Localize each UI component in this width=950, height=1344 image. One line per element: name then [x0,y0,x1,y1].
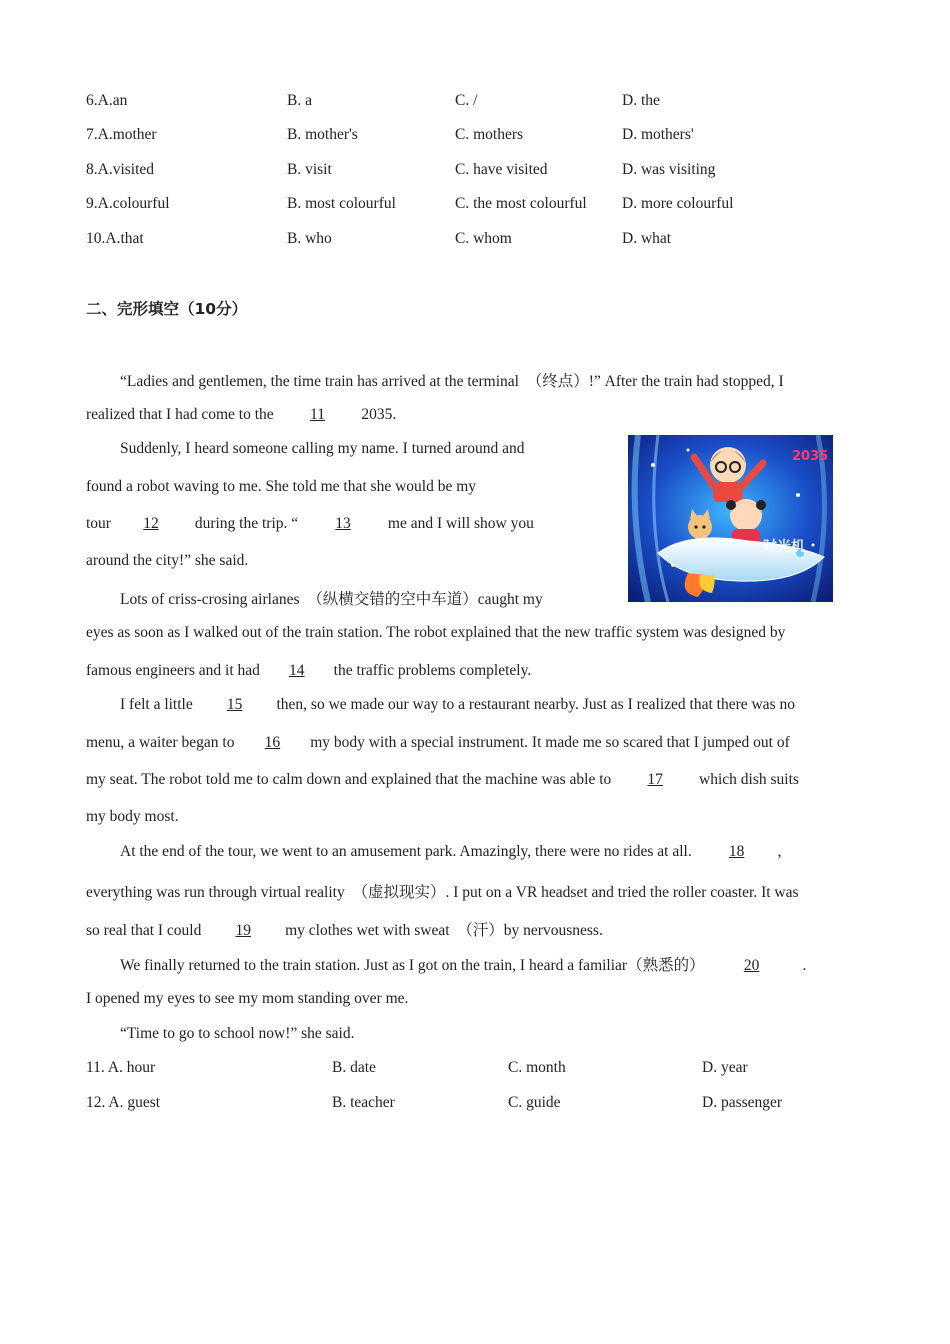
blank-20[interactable]: 20 [743,957,760,974]
blank-15[interactable]: 15 [226,696,243,713]
passage-line: tour 12 during the trip. “ 13 me and I will show you [86,515,534,532]
option-d: D. passenger [702,1094,783,1111]
option-b: B. teacher [332,1094,395,1111]
option-b: B. most colourful [287,195,396,212]
blank-14[interactable]: 14 [289,662,305,679]
passage-line: We finally returned to the train station. Just as I got on the train, I heard a familiar（熟悉的） 20 . [120,957,807,974]
passage-line: Lots of criss-crosing airlanes （纵横交错的空中车道）caught my [120,591,543,608]
blank-17[interactable]: 17 [647,771,663,788]
option-a: 10.A.that [86,230,144,247]
option-b: B. date [332,1059,376,1076]
option-a: 12. A. guest [86,1094,161,1111]
option-d: D. what [622,230,672,247]
passage-line: famous engineers and it had 14 the traffic problems completely. [86,662,532,679]
passage-line: Suddenly, I heard someone calling my name. I turned around and [120,440,525,457]
option-a: 6.A.an [86,92,128,109]
option-d: D. was visiting [622,161,716,178]
passage-line: so real that I could 19 my clothes wet with sweat （汗）by nervousness. [86,922,603,939]
option-d: D. the [622,92,660,109]
blank-11[interactable]: 11 [310,406,325,423]
section-title: 二、完形填空（10分） [86,300,248,318]
passage-line: my body most. [86,808,179,825]
blank-12[interactable]: 12 [143,515,159,532]
blank-19[interactable]: 19 [235,922,251,939]
passage-line: my seat. The robot told me to calm down and explained that the machine was able to 17 which dish suits [86,771,799,788]
passage-line: “Time to go to school now!” she said. [120,1025,355,1042]
passage-line: around the city!” she said. [86,552,249,569]
option-b: B. visit [287,161,332,178]
passage-line: realized that I had come to the 11 2035. [86,406,397,423]
blank-16[interactable]: 16 [264,734,281,751]
option-c: C. / [455,92,478,109]
option-a: 7.A.mother [86,126,157,143]
passage-line: everything was run through virtual reality （虚拟现实）. I put on a VR headset and tried the roller coaster. It was [86,884,799,901]
option-a: 11. A. hour [86,1059,156,1076]
option-c: C. the most colourful [455,195,587,212]
passage-line: I felt a little 15 then, so we made our way to a restaurant nearby. Just as I realized that there was no [120,696,795,713]
passage-line: “Ladies and gentlemen, the time train has arrived at the terminal （终点）!” After the train had stopped, I [120,373,784,390]
blank-13[interactable]: 13 [335,515,351,532]
option-c: C. whom [455,230,512,247]
illustration-year: 2035 [792,449,829,464]
option-b: B. a [287,92,312,109]
option-c: C. guide [508,1094,561,1111]
passage-line: At the end of the tour, we went to an amusement park. Amazingly, there were no rides at all. 18 , [120,843,782,860]
blank-18[interactable]: 18 [728,843,745,860]
option-c: C. have visited [455,161,548,178]
option-c: C. month [508,1059,566,1076]
option-d: D. year [702,1059,748,1076]
passage-line: eyes as soon as I walked out of the train station. The robot explained that the new traffic system was designed by [86,624,786,641]
passage-line: found a robot waving to me. She told me that she would be my [86,478,477,495]
option-d: D. mothers' [622,126,694,143]
passage-line: menu, a waiter began to 16 my body with a special instrument. It made me so scared that I jumped out of [86,734,790,751]
time-machine-illustration [628,435,833,602]
illustration-svg [628,435,833,602]
passage-line: I opened my eyes to see my mom standing over me. [86,990,409,1007]
option-b: B. who [287,230,332,247]
option-b: B. mother's [287,126,358,143]
option-d: D. more colourful [622,195,734,212]
option-a: 8.A.visited [86,161,155,178]
option-a: 9.A.colourful [86,195,170,212]
option-c: C. mothers [455,126,524,143]
illustration-caption: 时光机 [763,539,805,555]
